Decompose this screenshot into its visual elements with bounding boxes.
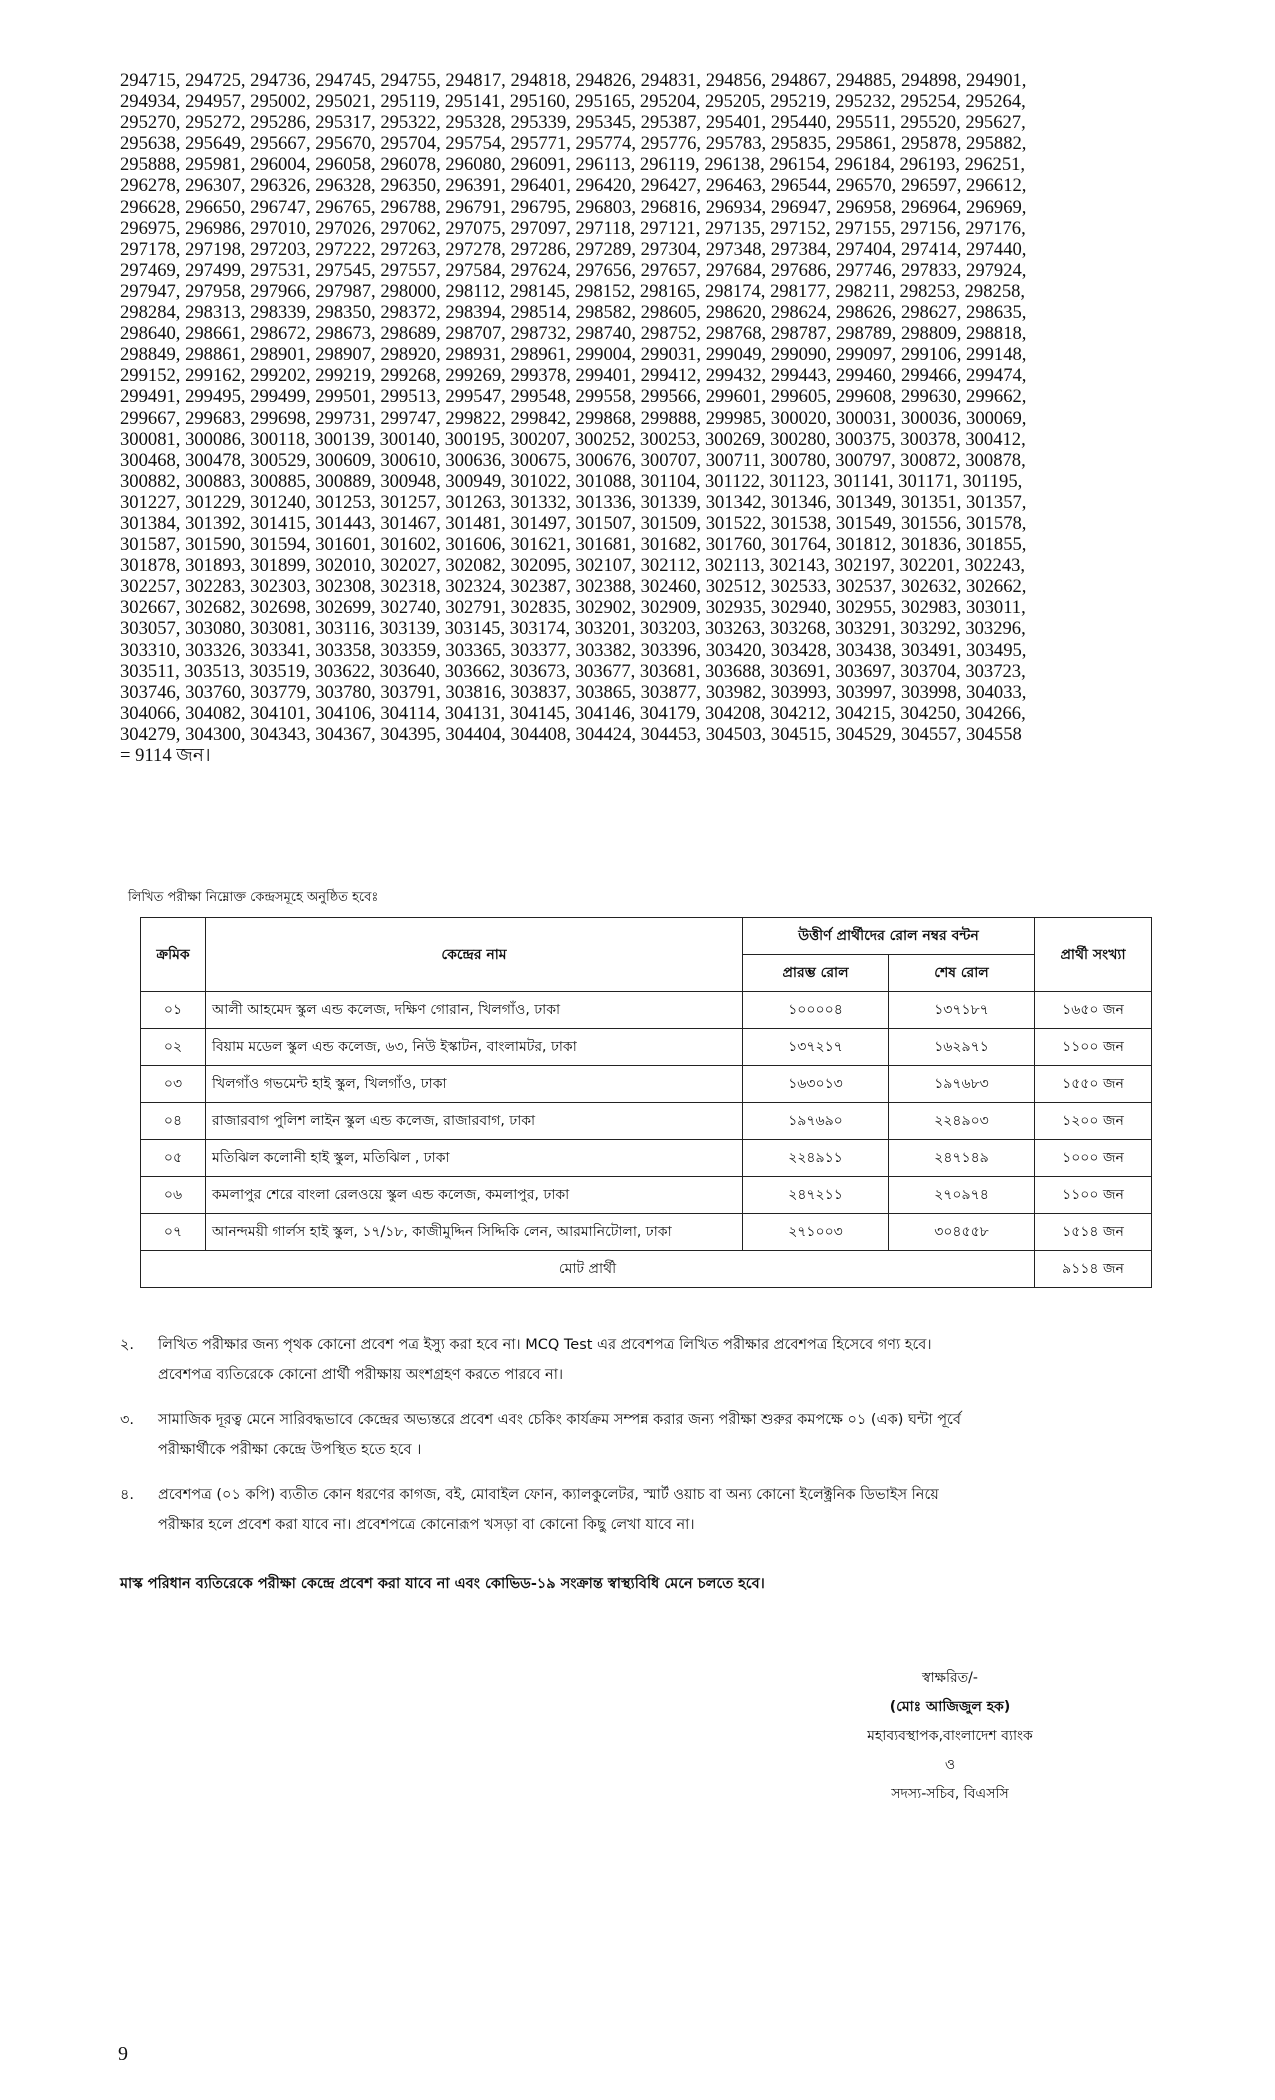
roll-line: 302257, 302283, 302303, 302308, 302318, 302324, 302387, 302388, 302460, 302512, 302533, 302537, 302632, 302662, [120, 576, 1027, 598]
table-total-row [141, 1251, 1152, 1288]
roll-line: 301227, 301229, 301240, 301253, 301257, 301263, 301332, 301336, 301339, 301342, 301346, 301349, 301351, 301357, [120, 491, 1027, 513]
roll-line: 301587, 301590, 301594, 301601, 301602, 301606, 301621, 301681, 301682, 301760, 301764, 301812, 301836, 301855, [120, 534, 1027, 556]
roll-line: 295888, 295981, 296004, 296058, 296078, 296080, 296091, 296113, 296119, 296138, 296154, 296184, 296193, 296251, [120, 154, 1026, 176]
roll-line: 304066, 304082, 304101, 304106, 304114, 304131, 304145, 304146, 304179, 304208, 304212, 304215, 304250, 304266, [120, 702, 1026, 724]
cell-center-name: খিলগাঁও গভমেন্ট হাই স্কুল, খিলগাঁও, ঢাকা [206, 1066, 743, 1103]
cell-start-roll: ১৯৭৬৯০ [743, 1103, 889, 1140]
signed-text: স্বাক্ষরিত/- [922, 1670, 978, 1686]
cell-count: ১৫১৪ জন [1035, 1214, 1152, 1251]
cell-center-name: রাজারবাগ পুলিশ লাইন স্কুল এন্ড কলেজ, রাজারবাগ, ঢাকা [206, 1103, 743, 1140]
cell-end-roll: ২৭০৯৭৪ [889, 1177, 1035, 1214]
total-label: মোট প্রার্থী [141, 1251, 1035, 1288]
cell-center-name: কমলাপুর শেরে বাংলা রেলওয়ে স্কুল এন্ড কলেজ, কমলাপুর, ঢাকা [206, 1177, 743, 1214]
roll-line: 301384, 301392, 301415, 301443, 301467, 301481, 301497, 301507, 301509, 301522, 301538, 301549, 301556, 301578, [120, 512, 1027, 534]
cell-center-name: বিয়াম মডেল স্কুল এন্ড কলেজ, ৬৩, নিউ ইস্কাটন, বাংলামটর, ঢাকা [206, 1029, 743, 1066]
cell-center-name: আনন্দময়ী গার্লস হাই স্কুল, ১৭/১৮, কাজীমুদ্দিন সিদ্দিকি লেন, আরমানিটোলা, ঢাকা [206, 1214, 743, 1251]
roll-line: 297178, 297198, 297203, 297222, 297263, 297278, 297286, 297289, 297304, 297348, 297384, 297404, 297414, 297440, [120, 238, 1027, 260]
cell-count: ১৫৫০ জন [1035, 1066, 1152, 1103]
signatory-title: মহাব্যবস্থাপক,বাংলাদেশ ব্যাংক [867, 1728, 1033, 1744]
cell-start-roll: ১৩৭২১৭ [743, 1029, 889, 1066]
header-candidate-count: প্রার্থী সংখ্যা [1035, 918, 1152, 992]
note-number: ২. [120, 1337, 135, 1353]
roll-line: 298849, 298861, 298901, 298907, 298920, 298931, 298961, 299004, 299031, 299049, 299090, 299097, 299106, 299148, [120, 344, 1027, 366]
cell-start-roll: ২৭১০০৩ [743, 1214, 889, 1251]
cell-start-roll: ১৬৩০১৩ [743, 1066, 889, 1103]
note-number: ৩. [120, 1412, 135, 1428]
exam-centers-table [140, 917, 1152, 1288]
table-row [141, 1214, 1152, 1251]
page-number: 9 [118, 2043, 128, 2065]
cell-start-roll: ২২৪৯১১ [743, 1140, 889, 1177]
cell-center-name: মতিঝিল কলোনী হাই স্কুল, মতিঝিল , ঢাকা [206, 1140, 743, 1177]
roll-line: 303746, 303760, 303779, 303780, 303791, 303816, 303837, 303865, 303877, 303982, 303993, 303997, 303998, 304033, [120, 681, 1027, 703]
cell-serial: ০২ [141, 1029, 206, 1066]
roll-line: 303511, 303513, 303519, 303622, 303640, 303662, 303673, 303677, 303681, 303688, 303691, 303697, 303704, 303723, [120, 660, 1026, 682]
cell-serial: ০৪ [141, 1103, 206, 1140]
header-center-name: কেন্দ্রের নাম [206, 918, 743, 992]
note-line: সামাজিক দূরত্ব মেনে সারিবদ্ধভাবে কেন্দ্রের অভ্যন্তরে প্রবেশ এবং চেকিং কার্যক্রম সম্পন্ন করার জন্য পরীক্ষা শুরুর কমপক্ষে ০১ (এক) ঘন্টা পূর্বে [158, 1412, 961, 1428]
note-line: লিখিত পরীক্ষার জন্য পৃথক কোনো প্রবেশ পত্র ইস্যু করা হবে না। MCQ Test এর প্রবেশপত্র লিখিত পরীক্ষার প্রবেশপত্র হিসেবে গণ্য হবে। [158, 1337, 932, 1353]
note-line: পরীক্ষার্থীকে পরীক্ষা কেন্দ্রে উপস্থিত হতে হবে । [158, 1442, 422, 1458]
cell-serial: ০৭ [141, 1214, 206, 1251]
header-start-roll: প্রারম্ভ রোল [743, 955, 889, 992]
roll-line: 299152, 299162, 299202, 299219, 299268, 299269, 299378, 299401, 299412, 299432, 299443, 299460, 299466, 299474, [120, 365, 1027, 387]
roll-line: 301878, 301893, 301899, 302010, 302027, 302082, 302095, 302107, 302112, 302113, 302143, 302197, 302201, 302243, [120, 555, 1026, 577]
cell-end-roll: ৩০৪৫৫৮ [889, 1214, 1035, 1251]
roll-line: 303310, 303326, 303341, 303358, 303359, 303365, 303377, 303382, 303396, 303420, 303428, 303438, 303491, 303495, [120, 639, 1027, 661]
cell-count: ১০০০ জন [1035, 1140, 1152, 1177]
roll-line: 294934, 294957, 295002, 295021, 295119, 295141, 295160, 295165, 295204, 295205, 295219, 295232, 295254, 295264, [120, 91, 1026, 113]
signatory-name: (মোঃ আজিজুল হক) [889, 1699, 1011, 1715]
cell-end-roll: ১৯৭৬৮৩ [889, 1066, 1035, 1103]
note-number: ৪. [120, 1487, 135, 1503]
cell-start-roll: ১০০০০৪ [743, 992, 889, 1029]
note-line: পরীক্ষার হলে প্রবেশ করা যাবে না। প্রবেশপত্রে কোনোরূপ খসড়া বা কোনো কিছু লেখা যাবে না। [158, 1517, 695, 1533]
header-end-roll: শেষ রোল [889, 955, 1035, 992]
roll-line: 300081, 300086, 300118, 300139, 300140, 300195, 300207, 300252, 300253, 300269, 300280, 300375, 300378, 300412, [120, 428, 1026, 450]
exam-centers-intro: লিখিত পরীক্ষা নিম্নোক্ত কেন্দ্রসমূহে অনুষ্ঠিত হবেঃ [128, 890, 379, 905]
roll-total-line: = 9114 জন। [120, 745, 211, 766]
roll-line: 296628, 296650, 296747, 296765, 296788, 296791, 296795, 296803, 296816, 296934, 296947, 296958, 296964, 296969, [120, 196, 1027, 218]
table-row [141, 1177, 1152, 1214]
note-line: প্রবেশপত্র ব্যতিরেকে কোনো প্রার্থী পরীক্ষায় অংশগ্রহণ করতে পারবে না। [158, 1367, 564, 1383]
signatory-member: সদস্য-সচিব, বিএসসি [891, 1786, 1009, 1802]
cell-end-roll: ১৬২৯৭১ [889, 1029, 1035, 1066]
table-header-row [141, 918, 1152, 955]
roll-line: 299667, 299683, 299698, 299731, 299747, 299822, 299842, 299868, 299888, 299985, 300020, 300031, 300036, 300069, [120, 407, 1027, 429]
roll-line: 296975, 296986, 297010, 297026, 297062, 297075, 297097, 297118, 297121, 297135, 297152, 297155, 297156, 297176, [120, 217, 1026, 239]
roll-line: 294715, 294725, 294736, 294745, 294755, 294817, 294818, 294826, 294831, 294856, 294867, 294885, 294898, 294901, [120, 70, 1027, 91]
cell-end-roll: ২২৪৯০৩ [889, 1103, 1035, 1140]
table-row [141, 1103, 1152, 1140]
roll-line: 302667, 302682, 302698, 302699, 302740, 302791, 302835, 302902, 302909, 302935, 302940, 302955, 302983, 303011, [120, 597, 1026, 619]
note-text [158, 1405, 1148, 1465]
header-serial: ক্রমিক [141, 918, 206, 992]
mask-notice: মাস্ক পরিধান ব্যতিরেকে পরীক্ষা কেন্দ্রে প্রবেশ করা যাবে না এবং কোভিড-১৯ সংক্রান্ত স্বাস্থ্যবিধি মেনে চলতে হবে। [120, 1576, 765, 1592]
cell-count: ১১০০ জন [1035, 1177, 1152, 1214]
cell-center-name: আলী আহমেদ স্কুল এন্ড কলেজ, দক্ষিণ গোরান, খিলগাঁও, ঢাকা [206, 992, 743, 1029]
cell-serial: ০৩ [141, 1066, 206, 1103]
roll-line: 297469, 297499, 297531, 297545, 297557, 297584, 297624, 297656, 297657, 297684, 297686, 297746, 297833, 297924, [120, 259, 1027, 281]
cell-serial: ০৬ [141, 1177, 206, 1214]
total-count: ৯১১৪ জন [1035, 1251, 1152, 1288]
roll-line: 295270, 295272, 295286, 295317, 295322, 295328, 295339, 295345, 295387, 295401, 295440, 295511, 295520, 295627, [120, 112, 1026, 134]
roll-line: 296278, 296307, 296326, 296328, 296350, 296391, 296401, 296420, 296427, 296463, 296544, 296570, 296597, 296612, [120, 175, 1027, 197]
roll-line: 304279, 304300, 304343, 304367, 304395, 304404, 304408, 304424, 304453, 304503, 304515, 304529, 304557, 304558 [120, 723, 1022, 745]
note-line: প্রবেশপত্র (০১ কপি) ব্যতীত কোন ধরণের কাগজ, বই, মোবাইল ফোন, ক্যালকুলেটর, স্মার্ট ওয়াচ বা অন্য কোনো ইলেক্ট্রনিক ডিভাইস নিয়ে [158, 1487, 939, 1503]
cell-count: ১৬৫০ জন [1035, 992, 1152, 1029]
roll-line: 298640, 298661, 298672, 298673, 298689, 298707, 298732, 298740, 298752, 298768, 298787, 298789, 298809, 298818, [120, 323, 1027, 345]
header-roll-allocation: উত্তীর্ণ প্রার্থীদের রোল নম্বর বন্টন [743, 918, 1035, 955]
table-row [141, 992, 1152, 1029]
roll-line: 299491, 299495, 299499, 299501, 299513, 299547, 299548, 299558, 299566, 299601, 299605, 299608, 299630, 299662, [120, 386, 1027, 408]
table-row [141, 1029, 1152, 1066]
cell-end-roll: ২৪৭১৪৯ [889, 1140, 1035, 1177]
roll-line: 295638, 295649, 295667, 295670, 295704, 295754, 295771, 295774, 295776, 295783, 295835, 295861, 295878, 295882, [120, 133, 1027, 155]
roll-line: 300468, 300478, 300529, 300609, 300610, 300636, 300675, 300676, 300707, 300711, 300780, 300797, 300872, 300878, [120, 449, 1026, 471]
cell-serial: ০৫ [141, 1140, 206, 1177]
roll-number-list [120, 70, 1150, 766]
roll-line: 300882, 300883, 300885, 300889, 300948, 300949, 301022, 301088, 301104, 301122, 301123, 301141, 301171, 301195, [120, 470, 1023, 492]
cell-start-roll: ২৪৭২১১ [743, 1177, 889, 1214]
note-text [158, 1330, 1148, 1390]
cell-serial: ০১ [141, 992, 206, 1029]
roll-line: 303057, 303080, 303081, 303116, 303139, 303145, 303174, 303201, 303203, 303263, 303268, 303291, 303292, 303296, [120, 618, 1026, 640]
signature-and: ও [944, 1757, 956, 1773]
table-row [141, 1140, 1152, 1177]
table-row [141, 1066, 1152, 1103]
note-text [158, 1480, 1148, 1540]
roll-line: 298284, 298313, 298339, 298350, 298372, 298394, 298514, 298582, 298605, 298620, 298624, 298626, 298627, 298635, [120, 302, 1027, 324]
cell-count: ১২০০ জন [1035, 1103, 1152, 1140]
signature-block [840, 1664, 1060, 1809]
roll-line: 297947, 297958, 297966, 297987, 298000, 298112, 298145, 298152, 298165, 298174, 298177, 298211, 298253, 298258, [120, 280, 1026, 302]
cell-count: ১১০০ জন [1035, 1029, 1152, 1066]
cell-end-roll: ১৩৭১৮৭ [889, 992, 1035, 1029]
